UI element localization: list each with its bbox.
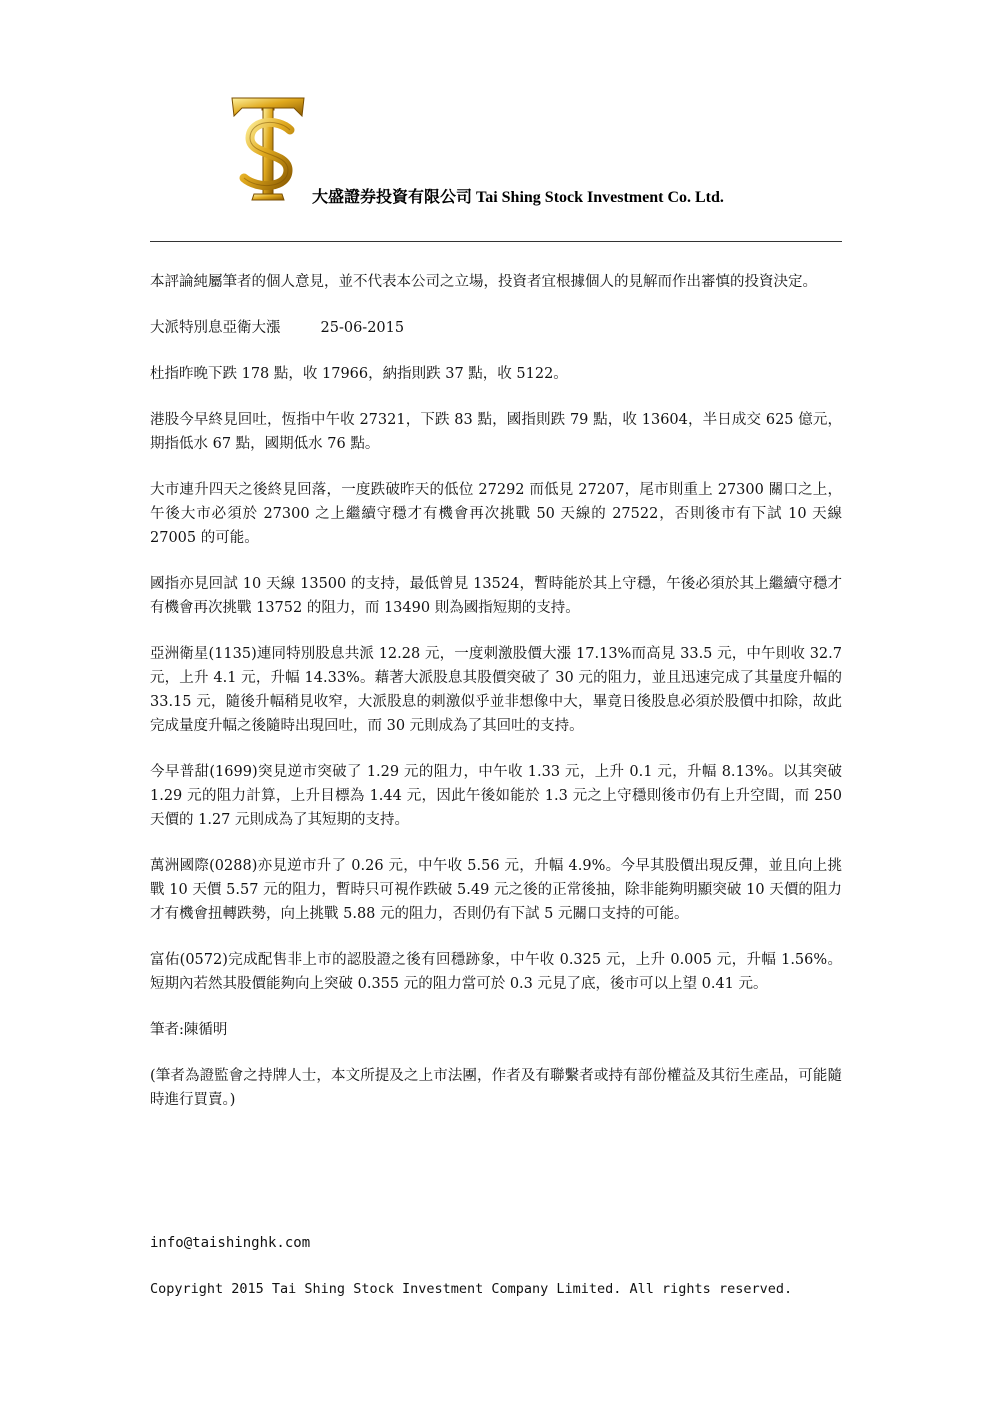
paragraph-hscei-outlook: 國指亦見回試 10 天線 13500 的支持，最低曾見 13524，暫時能於其上守穩，午後必須於其上繼續守穩才有機會再次挑戰 13752 的阻力，而 13490 則為國指短期的支持。 xyxy=(150,576,842,616)
author-note: (筆者為證監會之持牌人士，本文所提及之上市法團，作者及有聯繫者或持有部份權益及其衍生產品，可能隨時進行買賣。) xyxy=(150,1068,842,1108)
article-body xyxy=(150,270,842,1134)
author: 筆者:陳循明 xyxy=(150,1022,228,1038)
paragraph-1699: 今早普甜(1699)突見逆市突破了 1.29 元的阻力，中午收 1.33 元，上升 0.1 元，升幅 8.13%。以其突破 1.29 元的阻力計算，上升目標為 1.44 元，因此午後如能於 1.3 元之上守穩則後市仍有上升空間，而 250 天價的 1.27 元則成為了其短期的支持。 xyxy=(150,764,842,828)
article-title: 大派特別息亞衛大漲 xyxy=(150,320,281,336)
letterhead xyxy=(150,90,842,210)
disclaimer: 本評論純屬筆者的個人意見，並不代表本公司之立場，投資者宜根據個人的見解而作出審慎的投資決定。 xyxy=(150,274,817,290)
paragraph-0288: 萬洲國際(0288)亦見逆市升了 0.26 元，中午收 5.56 元，升幅 4.9%。今早其股價出現反彈，並且向上挑戰 10 天價 5.57 元的阻力，暫時只可視作跌破 5.49 元之後的正常後抽，除非能夠明顯突破 10 天價的阻力才有機會扭轉跌勢，向上挑戰 5.88 元的阻力，否則仍有下試 5 元關口支持的可能。 xyxy=(150,858,842,922)
paragraph-asiasat: 亞洲衛星(1135)連同特別股息共派 12.28 元，一度刺激股價大漲 17.13%而高見 33.5 元，中午則收 32.7 元，上升 4.1 元，升幅 14.33%。藉著大派股息其股價突破了 30 元的阻力，並且迅速完成了其量度升幅的 33.15 元，隨後升幅稍見收窄，大派股息的刺激似乎並非想像中大，畢竟日後股息必須於股價中扣除，故此完成量度升幅之後隨時出現回吐，而 30 元則成為了其回吐的支持。 xyxy=(150,646,842,734)
paragraph-us-market: 杜指昨晚下跌 178 點，收 17966，納指則跌 37 點，收 5122。 xyxy=(150,366,568,382)
contact-email[interactable]: info@taishinghk.com xyxy=(150,1235,311,1251)
copyright-notice: Copyright 2015 Tai Shing Stock Investment Company Limited. All rights reserved. xyxy=(150,1281,793,1297)
paragraph-hk-market: 港股今早終見回吐，恆指中午收 27321，下跌 83 點，國指則跌 79 點，收 13604，半日成交 625 億元，期指低水 67 點，國期低水 76 點。 xyxy=(150,412,842,452)
header-divider xyxy=(150,241,842,242)
company-name: 大盛證券投資有限公司 Tai Shing Stock Investment Co. Ltd. xyxy=(312,189,724,206)
paragraph-hsi-outlook: 大市連升四天之後終見回落，一度跌破昨天的低位 27292 而低見 27207，尾市則重上 27300 關口之上，午後大市必須於 27300 之上繼續守穩才有機會再次挑戰 50 天線的 27522，否則後市有下試 10 天線 27005 的可能。 xyxy=(150,482,842,546)
article-title-line xyxy=(150,316,842,340)
company-logo xyxy=(228,90,308,202)
paragraph-0572: 富佑(0572)完成配售非上市的認股證之後有回穩跡象，中午收 0.325 元，上升 0.005 元，升幅 1.56%。短期內若然其股價能夠向上突破 0.355 元的阻力當可於 0.3 元見了底，後市可以上望 0.41 元。 xyxy=(150,952,842,992)
article-date: 25-06-2015 xyxy=(320,320,405,336)
